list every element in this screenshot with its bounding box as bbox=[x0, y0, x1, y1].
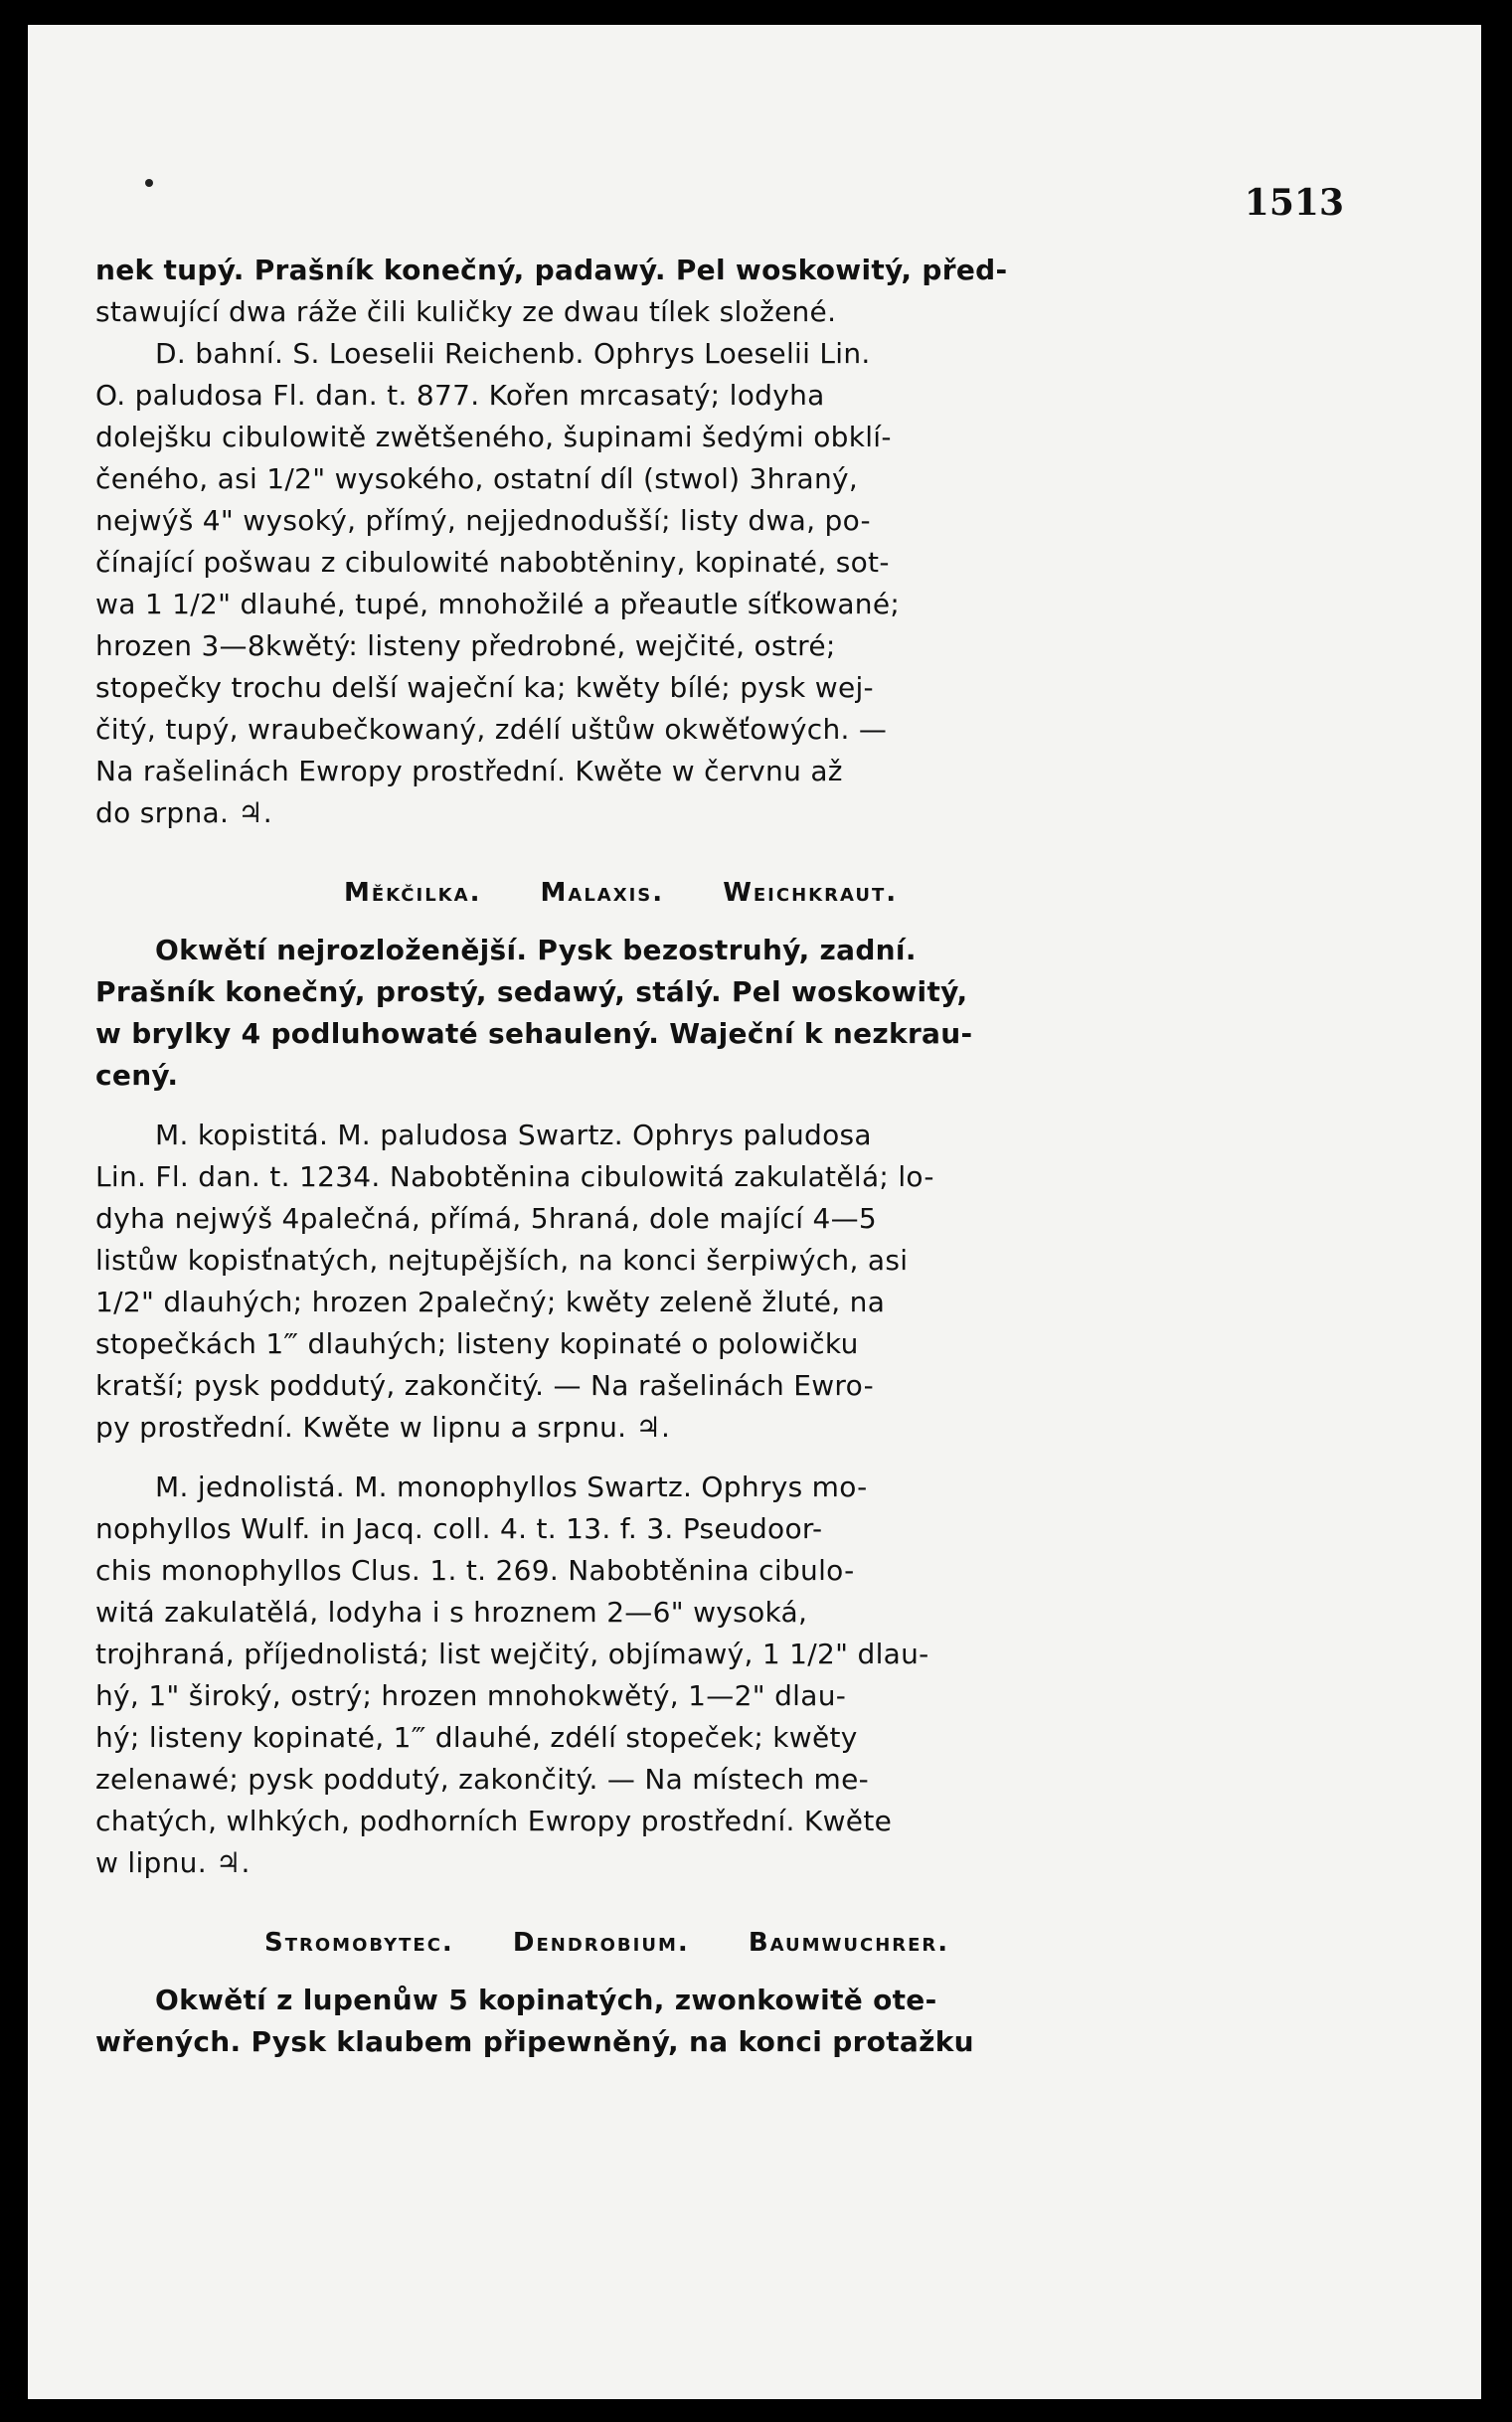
paragraph-kopistita bbox=[95, 1115, 1214, 1449]
text-line: cený. bbox=[95, 1059, 179, 1092]
text-line: O. paludosa Fl. dan. t. 877. Kořen mrcasatý; lodyha bbox=[95, 379, 825, 412]
heading-latin: Dendrobium. bbox=[512, 1928, 690, 1958]
ink-speck bbox=[145, 179, 153, 187]
text-line: wa 1 1/2" dlauhé, tupé, mnohožilé a přeautle síťkowané; bbox=[95, 588, 901, 620]
text-line: Okwětí nejrozloženější. Pysk bezostruhý, zadní. bbox=[155, 934, 917, 966]
page-body bbox=[95, 250, 1214, 2063]
text-line: Lin. Fl. dan. t. 1234. Nabobtěnina cibulowitá zakulatělá; lo- bbox=[95, 1160, 934, 1193]
heading-czech: Měkčilka. bbox=[344, 878, 482, 908]
text-line: trojhraná, příjednolistá; list wejčitý, objímawý, 1 1/2" dlau- bbox=[95, 1638, 929, 1670]
text-line: Na rašelinách Ewropy prostřední. Kwěte w červnu až bbox=[95, 755, 843, 787]
genus-heading-dendrobium bbox=[95, 1922, 1214, 1964]
text-line: čitý, tupý, wraubečkowaný, zdélí uštůw okwěťowých. — bbox=[95, 713, 888, 746]
text-line: stopečkách 1‴ dlauhých; listeny kopinaté o polowičku bbox=[95, 1327, 859, 1360]
heading-german: Weichkraut. bbox=[723, 878, 899, 908]
text-line: stawující dwa ráže čili kuličky ze dwau tílek složené. bbox=[95, 295, 837, 328]
paragraph-genus-description bbox=[95, 930, 1214, 1097]
text-line: witá zakulatělá, lodyha i s hroznem 2—6" wysoká, bbox=[95, 1596, 808, 1629]
heading-czech: Stromobytec. bbox=[264, 1928, 454, 1958]
text-line: čeného, asi 1/2" wysokého, ostatní díl (stwol) 3hraný, bbox=[95, 462, 859, 495]
text-line: Okwětí z lupenůw 5 kopinatých, zwonkowitě ote- bbox=[155, 1984, 937, 2016]
text-line: wřených. Pysk klaubem připewněný, na konci protažku bbox=[95, 2025, 974, 2058]
paragraph-dendrobium-description bbox=[95, 1980, 1214, 2063]
text-line: chis monophyllos Clus. 1. t. 269. Nabobtěnina cibulo- bbox=[95, 1554, 855, 1587]
heading-german: Baumwuchrer. bbox=[748, 1928, 950, 1958]
text-line: hrozen 3—8kwětý: listeny předrobné, wejčité, ostré; bbox=[95, 629, 836, 662]
text-line: listůw kopisťnatých, nejtupějších, na konci šerpiwých, asi bbox=[95, 1244, 909, 1277]
text-line: py prostřední. Kwěte w lipnu a srpnu. ♃. bbox=[95, 1411, 671, 1444]
genus-heading-malaxis bbox=[95, 872, 1214, 914]
text-line: zelenawé; pysk poddutý, zakončitý. — Na místech me- bbox=[95, 1763, 870, 1796]
text-line: w lipnu. ♃. bbox=[95, 1846, 251, 1879]
spacer bbox=[95, 1449, 1214, 1467]
text-line: D. bahní. S. Loeselii Reichenb. Ophrys Loeselii Lin. bbox=[155, 337, 871, 370]
scanned-page bbox=[28, 25, 1481, 2399]
page-number: 1513 bbox=[1244, 182, 1344, 224]
text-line: hý; listeny kopinaté, 1‴ dlauhé, zdélí stopeček; kwěty bbox=[95, 1721, 858, 1754]
spacer bbox=[95, 1097, 1214, 1115]
text-line: M. kopistitá. M. paludosa Swartz. Ophrys paludosa bbox=[155, 1119, 872, 1151]
text-line: čínající pošwau z cibulowité nabobtěniny, kopinaté, sot- bbox=[95, 546, 890, 579]
text-line: dolejšku cibulowitě zwětšeného, šupinami šedými obklí- bbox=[95, 421, 892, 453]
text-line: M. jednolistá. M. monophyllos Swartz. Ophrys mo- bbox=[155, 1470, 868, 1503]
text-line: kratší; pysk poddutý, zakončitý. — Na rašelinách Ewro- bbox=[95, 1369, 874, 1402]
heading-latin: Malaxis. bbox=[540, 878, 665, 908]
text-line: hý, 1" široký, ostrý; hrozen mnohokwětý, 1—2" dlau- bbox=[95, 1679, 847, 1712]
paragraph-jednolista bbox=[95, 1467, 1214, 1884]
text-line: w brylky 4 podluhowaté sehaulený. Waječní k nezkrau- bbox=[95, 1017, 973, 1050]
text-line: Prašník konečný, prostý, sedawý, stálý. Pel woskowitý, bbox=[95, 975, 968, 1008]
text-line: dyha nejwýš 4palečná, přímá, 5hraná, dole mající 4—5 bbox=[95, 1202, 878, 1235]
text-line: chatých, wlhkých, podhorních Ewropy prostřední. Kwěte bbox=[95, 1805, 893, 1837]
text-line: nek tupý. Prašník konečný, padawý. Pel woskowitý, před- bbox=[95, 254, 1008, 286]
text-line: nophyllos Wulf. in Jacq. coll. 4. t. 13. f. 3. Pseudoor- bbox=[95, 1512, 823, 1545]
paragraph-bahni bbox=[95, 250, 1214, 834]
text-line: do srpna. ♃. bbox=[95, 796, 272, 829]
text-line: stopečky trochu delší waječní ka; kwěty bílé; pysk wej- bbox=[95, 671, 874, 704]
text-line: nejwýš 4" wysoký, přímý, nejjednodušší; listy dwa, po- bbox=[95, 504, 871, 537]
text-line: 1/2" dlauhých; hrozen 2palečný; kwěty zeleně žluté, na bbox=[95, 1286, 886, 1318]
